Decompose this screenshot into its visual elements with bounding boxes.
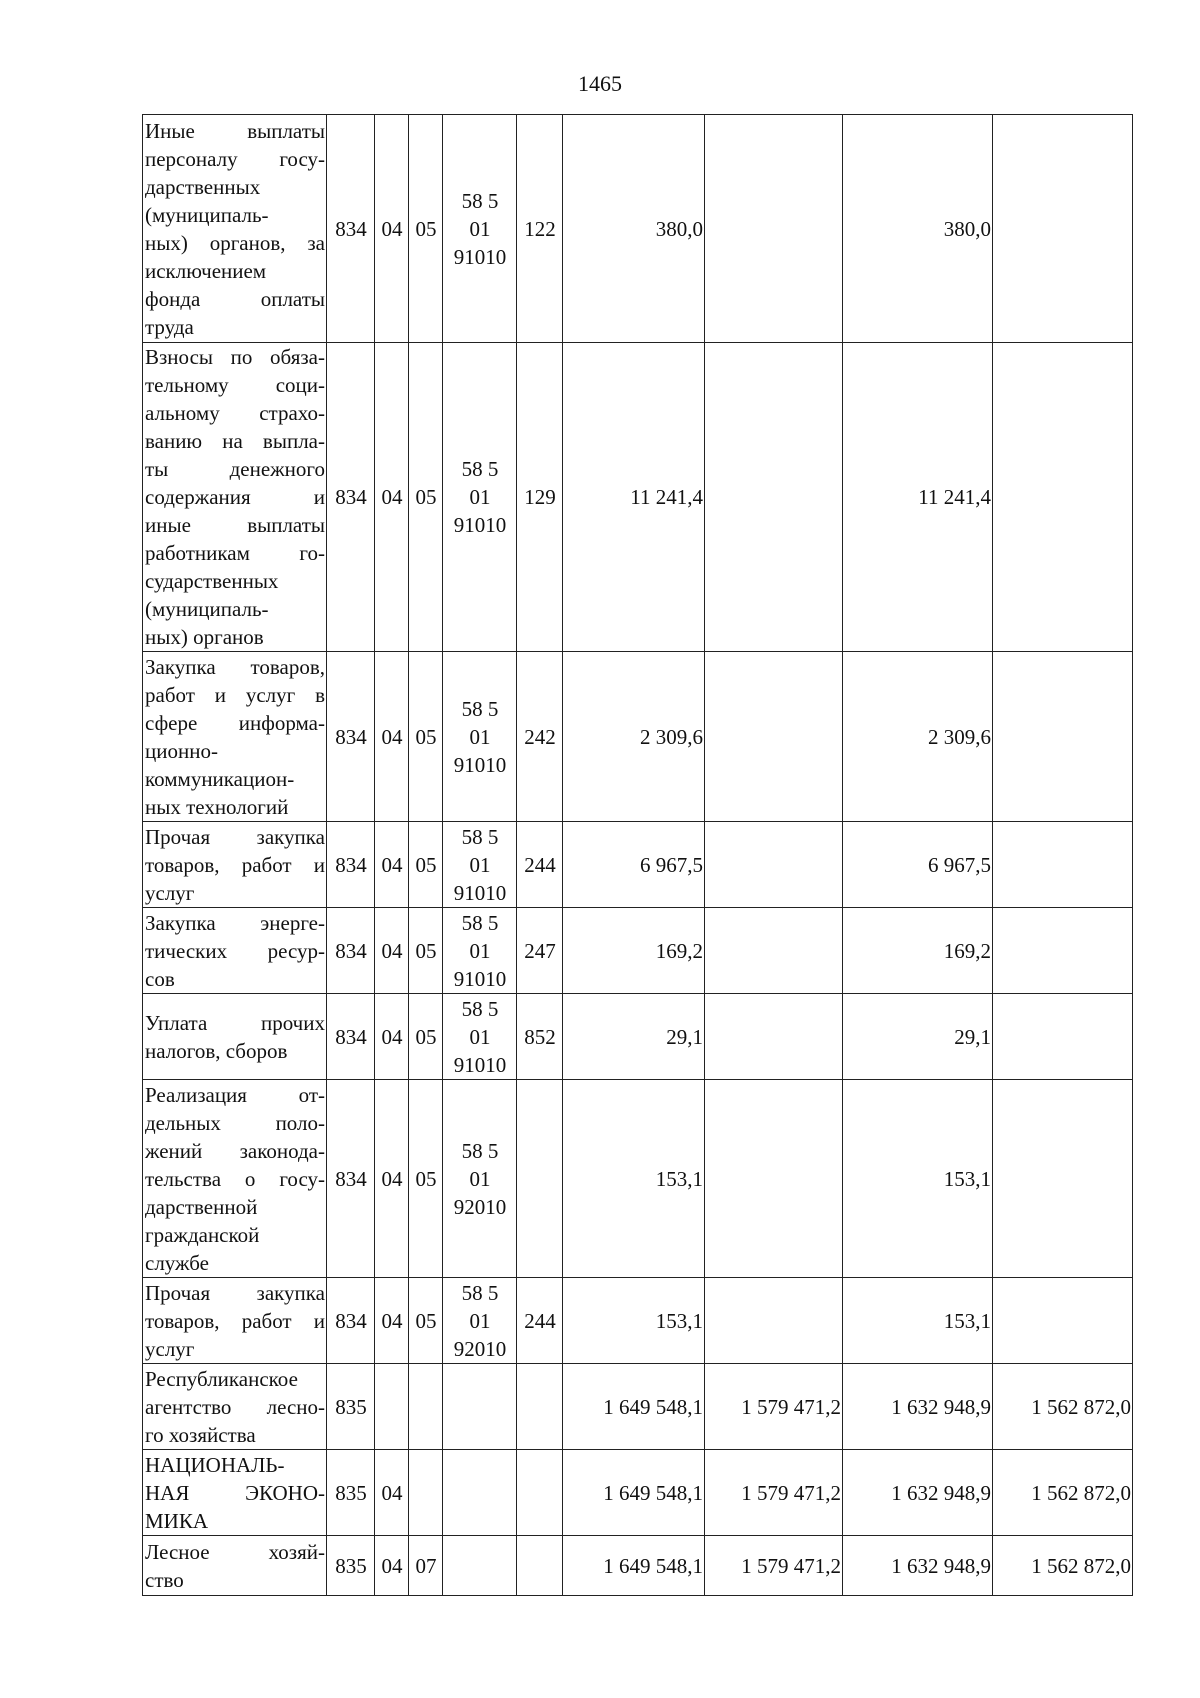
row-name-line: МИКА [145, 1508, 209, 1533]
amount-second-federal [993, 115, 1133, 343]
amount-second-total: 11 241,4 [843, 343, 993, 652]
section-code: 04 [375, 343, 409, 652]
row-name-line: дельных поло- [145, 1110, 325, 1135]
subsection-code [409, 1364, 443, 1450]
amount-second-total: 29,1 [843, 994, 993, 1080]
amount-total: 29,1 [563, 994, 705, 1080]
target-article-code [443, 1364, 517, 1450]
row-name-line: сов [145, 966, 175, 991]
row-name-line: тельства о госу- [145, 1166, 325, 1191]
table-row [143, 1536, 1133, 1596]
grbs-code: 835 [327, 1536, 375, 1596]
grbs-code: 834 [327, 822, 375, 908]
budget-table [142, 114, 1133, 1596]
row-name-line: ных) органов [145, 625, 264, 649]
target-article-code [443, 652, 517, 822]
amount-federal [705, 994, 843, 1080]
grbs-code: 834 [327, 1278, 375, 1364]
row-name-line: Республиканское [145, 1366, 298, 1391]
row-name-line: коммуникацион- [145, 766, 295, 791]
section-code: 04 [375, 1450, 409, 1536]
amount-second-total: 1 632 948,9 [843, 1450, 993, 1536]
table-row [143, 1450, 1133, 1536]
row-name-line: сударственных [145, 569, 279, 593]
target-article-code [443, 822, 517, 908]
row-name-line: персоналу госу- [145, 146, 325, 171]
target-article-line: 91010 [453, 966, 507, 991]
row-name-line: дарственных [145, 174, 261, 199]
amount-second-federal [993, 1080, 1133, 1278]
section-code: 04 [375, 1080, 409, 1278]
grbs-code: 834 [327, 115, 375, 343]
row-name-line: НАЦИОНАЛЬ- [145, 1452, 285, 1477]
amount-total: 1 649 548,1 [563, 1364, 705, 1450]
row-name-line: услуг [145, 880, 195, 905]
amount-second-federal [993, 822, 1133, 908]
row-name-line: работникам го- [145, 541, 325, 565]
target-article-line: 92010 [453, 1336, 507, 1361]
amount-second-federal [993, 908, 1133, 994]
section-code: 04 [375, 1536, 409, 1596]
expense-type-code: 129 [517, 343, 563, 652]
expense-type-code: 247 [517, 908, 563, 994]
row-name-line: налогов, сборов [145, 1038, 288, 1063]
row-name [143, 1450, 327, 1536]
target-article-code [443, 115, 517, 343]
amount-total: 153,1 [563, 1080, 705, 1278]
expense-type-code: 852 [517, 994, 563, 1080]
target-article-line: 01 [469, 1308, 491, 1333]
target-article-code [443, 994, 517, 1080]
row-name-line: НАЯ ЭКОНО- [145, 1480, 325, 1505]
amount-second-federal: 1 562 872,0 [993, 1536, 1133, 1596]
section-code: 04 [375, 115, 409, 343]
row-name [143, 652, 327, 822]
row-name [143, 822, 327, 908]
subsection-code: 05 [409, 652, 443, 822]
grbs-code: 834 [327, 908, 375, 994]
row-name-line: Закупка энерге- [145, 910, 325, 935]
target-article-code [443, 1450, 517, 1536]
row-name-line: службе [145, 1250, 209, 1275]
table-row [143, 1080, 1133, 1278]
target-article-line: 01 [469, 216, 491, 241]
target-article-line: 01 [469, 938, 491, 963]
amount-total: 380,0 [563, 115, 705, 343]
target-article-code [443, 1080, 517, 1278]
grbs-code: 835 [327, 1364, 375, 1450]
row-name-line: гражданской [145, 1222, 260, 1247]
row-name-line: Реализация от- [145, 1082, 325, 1107]
target-article-line: 92010 [453, 1194, 507, 1219]
row-name-line: Иные выплаты [145, 118, 325, 143]
amount-second-federal: 1 562 872,0 [993, 1450, 1133, 1536]
row-name-line: (муниципаль- [145, 597, 269, 621]
row-name-line: Взносы по обяза- [145, 345, 325, 369]
amount-federal: 1 579 471,2 [705, 1364, 843, 1450]
target-article-line: 58 5 [461, 824, 499, 849]
page-number: 1465 [578, 71, 622, 96]
row-name-line: жений законода- [145, 1138, 325, 1163]
target-article-line: 58 5 [461, 1138, 499, 1163]
table-row [143, 994, 1133, 1080]
row-name-line: товаров, работ и [145, 852, 325, 877]
subsection-code: 05 [409, 1080, 443, 1278]
amount-second-total: 153,1 [843, 1080, 993, 1278]
row-name-line: иные выплаты [145, 513, 325, 537]
amount-total: 2 309,6 [563, 652, 705, 822]
target-article-line: 01 [469, 724, 491, 749]
amount-federal: 1 579 471,2 [705, 1450, 843, 1536]
target-article-code [443, 908, 517, 994]
target-article-line: 58 5 [461, 696, 499, 721]
row-name-line: ных технологий [145, 794, 289, 819]
target-article-code [443, 343, 517, 652]
row-name [143, 1364, 327, 1450]
amount-total: 153,1 [563, 1278, 705, 1364]
row-name [143, 343, 327, 652]
amount-second-federal [993, 343, 1133, 652]
amount-second-total: 1 632 948,9 [843, 1364, 993, 1450]
target-article-line: 58 5 [461, 188, 499, 213]
row-name-line: Уплата прочих [145, 1010, 325, 1035]
section-code: 04 [375, 1278, 409, 1364]
row-name-line: го хозяйства [145, 1422, 256, 1447]
target-article-line: 58 5 [461, 457, 499, 481]
target-article-line: 58 5 [461, 910, 499, 935]
amount-second-federal [993, 1278, 1133, 1364]
row-name [143, 994, 327, 1080]
row-name-line: работ и услуг в [145, 682, 325, 707]
table-row [143, 343, 1133, 652]
amount-second-total: 153,1 [843, 1278, 993, 1364]
grbs-code: 834 [327, 652, 375, 822]
target-article-line: 91010 [453, 244, 507, 269]
expense-type-code [517, 1450, 563, 1536]
row-name-line: Прочая закупка [145, 824, 325, 849]
row-name-line: услуг [145, 1336, 195, 1361]
row-name-line: (муниципаль- [145, 202, 269, 227]
row-name-line: альному страхо- [145, 401, 325, 425]
row-name [143, 1080, 327, 1278]
amount-federal [705, 652, 843, 822]
amount-federal [705, 1080, 843, 1278]
row-name-line: ных) органов, за [145, 230, 325, 255]
target-article-line: 91010 [453, 1052, 507, 1077]
table-row [143, 115, 1133, 343]
expense-type-code: 242 [517, 652, 563, 822]
subsection-code: 05 [409, 1278, 443, 1364]
subsection-code: 07 [409, 1536, 443, 1596]
row-name-line: товаров, работ и [145, 1308, 325, 1333]
row-name [143, 115, 327, 343]
section-code: 04 [375, 652, 409, 822]
expense-type-code: 122 [517, 115, 563, 343]
grbs-code: 834 [327, 343, 375, 652]
table-row [143, 652, 1133, 822]
row-name-line: ванию на выпла- [145, 429, 325, 453]
row-name-line: исключением [145, 258, 267, 283]
target-article-line: 91010 [453, 752, 507, 777]
row-name-line: содержания и [145, 485, 325, 509]
target-article-line: 91010 [453, 880, 507, 905]
amount-total: 1 649 548,1 [563, 1536, 705, 1596]
amount-federal [705, 1278, 843, 1364]
subsection-code: 05 [409, 822, 443, 908]
amount-second-total: 380,0 [843, 115, 993, 343]
table-row [143, 1364, 1133, 1450]
subsection-code: 05 [409, 908, 443, 994]
target-article-code [443, 1278, 517, 1364]
expense-type-code [517, 1364, 563, 1450]
amount-second-total: 169,2 [843, 908, 993, 994]
target-article-line: 58 5 [461, 1280, 499, 1305]
target-article-line: 91010 [453, 513, 507, 537]
subsection-code: 05 [409, 994, 443, 1080]
target-article-line: 01 [469, 485, 491, 509]
row-name [143, 908, 327, 994]
amount-second-federal [993, 994, 1133, 1080]
target-article-line: 58 5 [461, 996, 499, 1021]
row-name-line: дарственной [145, 1194, 258, 1219]
amount-total: 6 967,5 [563, 822, 705, 908]
row-name-line: ты денежного [145, 457, 325, 481]
target-article-code [443, 1536, 517, 1596]
row-name-line: фонда оплаты [145, 286, 325, 311]
expense-type-code: 244 [517, 822, 563, 908]
grbs-code: 834 [327, 994, 375, 1080]
row-name-line: Лесное хозяй- [145, 1539, 325, 1564]
amount-total: 1 649 548,1 [563, 1450, 705, 1536]
section-code [375, 1364, 409, 1450]
row-name-line: ционно- [145, 738, 218, 763]
budget-table-body [143, 115, 1133, 1596]
grbs-code: 834 [327, 1080, 375, 1278]
amount-second-total: 1 632 948,9 [843, 1536, 993, 1596]
row-name-line: труда [145, 314, 194, 339]
amount-federal [705, 822, 843, 908]
target-article-line: 01 [469, 1024, 491, 1049]
section-code: 04 [375, 994, 409, 1080]
section-code: 04 [375, 908, 409, 994]
amount-federal [705, 343, 843, 652]
amount-second-total: 6 967,5 [843, 822, 993, 908]
expense-type-code [517, 1536, 563, 1596]
amount-federal [705, 115, 843, 343]
expense-type-code [517, 1080, 563, 1278]
row-name-line: сфере информа- [145, 710, 325, 735]
table-row [143, 908, 1133, 994]
row-name-line: ство [145, 1567, 184, 1592]
row-name-line: тических ресур- [145, 938, 325, 963]
subsection-code [409, 1450, 443, 1536]
amount-second-federal [993, 652, 1133, 822]
table-row [143, 822, 1133, 908]
amount-second-total: 2 309,6 [843, 652, 993, 822]
subsection-code: 05 [409, 343, 443, 652]
amount-total: 169,2 [563, 908, 705, 994]
amount-second-federal: 1 562 872,0 [993, 1364, 1133, 1450]
row-name [143, 1536, 327, 1596]
target-article-line: 01 [469, 1166, 491, 1191]
expense-type-code: 244 [517, 1278, 563, 1364]
row-name-line: агентство лесно- [145, 1394, 325, 1419]
amount-federal: 1 579 471,2 [705, 1536, 843, 1596]
grbs-code: 835 [327, 1450, 375, 1536]
table-row [143, 1278, 1133, 1364]
section-code: 04 [375, 822, 409, 908]
amount-total: 11 241,4 [563, 343, 705, 652]
row-name [143, 1278, 327, 1364]
row-name-line: Закупка товаров, [145, 654, 325, 679]
row-name-line: Прочая закупка [145, 1280, 325, 1305]
amount-federal [705, 908, 843, 994]
target-article-line: 01 [469, 852, 491, 877]
row-name-line: тельному соци- [145, 373, 325, 397]
subsection-code: 05 [409, 115, 443, 343]
